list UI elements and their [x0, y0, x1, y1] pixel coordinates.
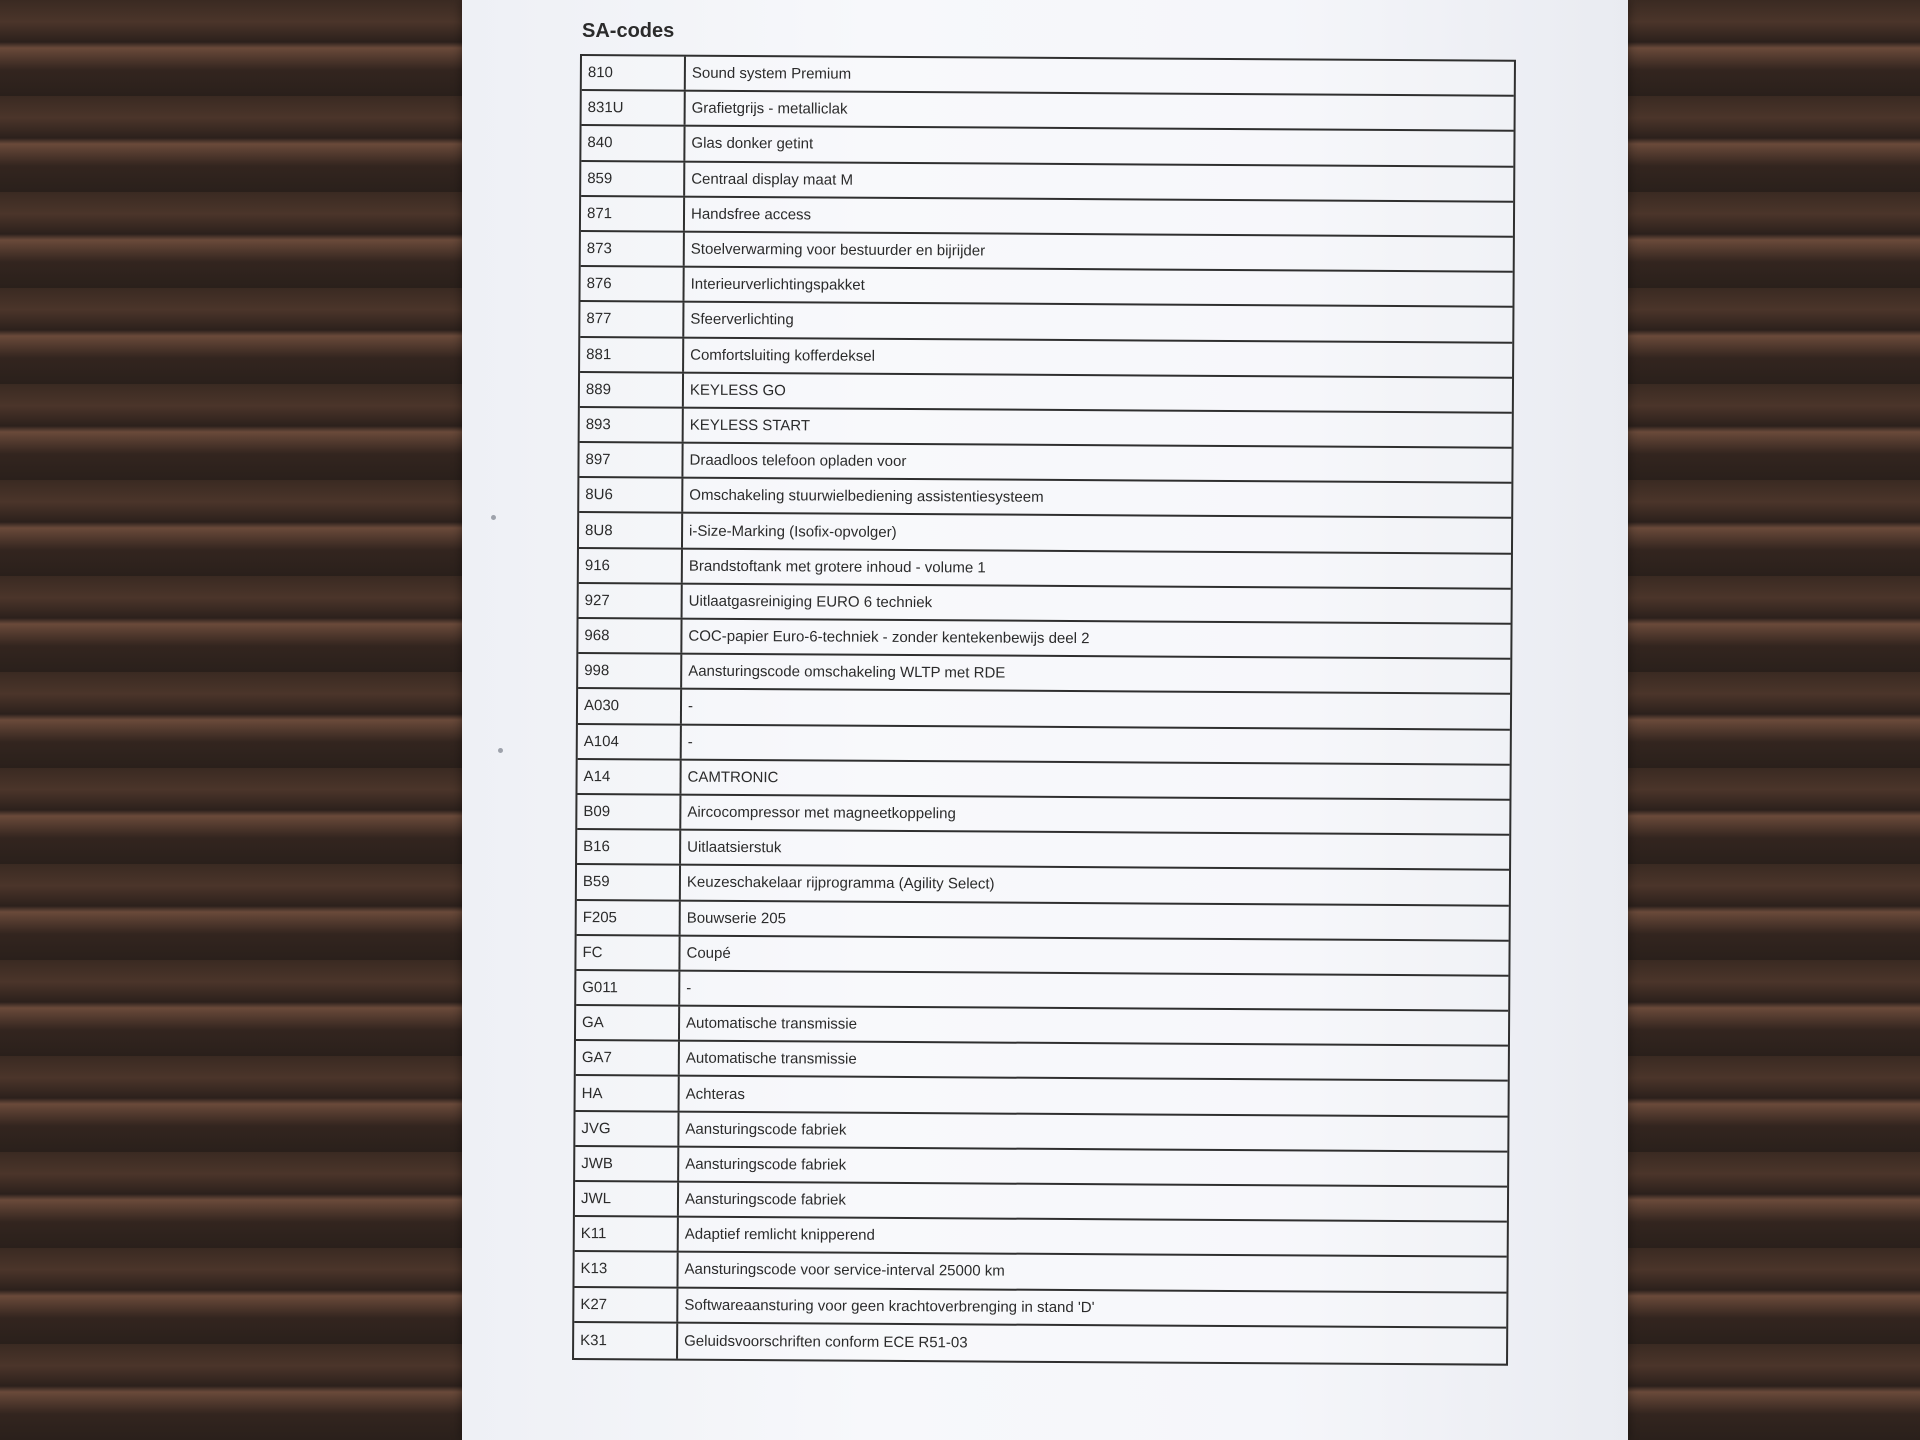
description-cell: Sound system Premium	[691, 64, 852, 83]
table-row	[582, 91, 1514, 132]
table-row	[576, 971, 1508, 1012]
table-row	[575, 1147, 1507, 1188]
code-cell: 810	[582, 56, 686, 90]
description-cell: Bouwserie 205	[686, 909, 787, 927]
code-cell: 840	[581, 126, 685, 160]
code-cell: A104	[578, 725, 682, 759]
code-cell: 877	[580, 302, 684, 336]
table-row	[574, 1252, 1506, 1293]
table-row	[577, 795, 1509, 836]
code-cell: 968	[578, 619, 682, 653]
description-cell: Aansturingscode fabriek	[684, 1190, 846, 1209]
description-cell: Uitlaatsierstuk	[687, 838, 782, 857]
description-cell: Aansturingscode fabriek	[685, 1120, 847, 1139]
description-cell: Omschakeling stuurwielbediening assistentiesysteem	[689, 487, 1044, 507]
description-cell: Aansturingscode voor service-interval 25000 km	[684, 1261, 1005, 1281]
description-cell: Comfortsluiting kofferdeksel	[690, 346, 876, 365]
code-cell: 881	[580, 338, 684, 372]
paper-sheet	[462, 0, 1628, 1440]
table-row	[581, 197, 1513, 238]
code-cell: 897	[579, 443, 683, 477]
code-cell: 876	[580, 267, 684, 301]
description-cell: Stoelverwarming voor bestuurder en bijrijder	[690, 240, 986, 260]
code-cell: F205	[577, 900, 681, 934]
document-title: SA-codes	[582, 20, 675, 42]
code-cell: B59	[577, 865, 681, 899]
table-row	[580, 338, 1512, 379]
code-cell: K13	[574, 1252, 678, 1286]
code-cell: JWB	[575, 1147, 679, 1181]
table-row	[580, 302, 1512, 343]
table-row	[581, 126, 1513, 167]
table-row	[576, 936, 1508, 977]
description-cell: CAMTRONIC	[687, 768, 779, 787]
code-cell: A14	[577, 760, 681, 794]
table-row	[578, 619, 1510, 660]
code-cell: 916	[579, 549, 683, 583]
description-cell: Grafietgrijs - metalliclak	[691, 99, 848, 118]
code-cell: G011	[576, 971, 680, 1005]
table-row	[576, 1076, 1508, 1117]
description-cell: Uitlaatgasreiniging EURO 6 techniek	[688, 592, 933, 612]
code-cell: B16	[577, 830, 681, 864]
table-row	[578, 689, 1510, 730]
description-cell: Adaptief remlicht knipperend	[684, 1225, 875, 1245]
code-cell: FC	[576, 936, 680, 970]
code-cell: 8U8	[579, 513, 683, 547]
description-cell: Sfeerverlichting	[690, 311, 794, 329]
table-row	[576, 1006, 1508, 1047]
description-cell: Keuzeschakelaar rijprogramma (Agility Select)	[686, 874, 995, 893]
code-cell: JWL	[575, 1182, 679, 1216]
code-cell: 831U	[582, 91, 686, 125]
code-cell: 927	[579, 584, 683, 618]
table-row	[578, 654, 1510, 695]
description-cell: Geluidsvoorschriften conform ECE R51-03	[684, 1332, 968, 1352]
table-row	[577, 830, 1509, 871]
description-cell: Glas donker getint	[691, 135, 814, 153]
table-row	[579, 513, 1511, 554]
table-row	[575, 1217, 1507, 1258]
table-row	[581, 162, 1513, 203]
table-row	[577, 865, 1509, 906]
description-cell: -	[687, 733, 693, 751]
paper-speck	[498, 748, 503, 753]
code-cell: JVG	[575, 1112, 679, 1146]
code-cell: 873	[581, 232, 685, 266]
description-cell: Aansturingscode omschakeling WLTP met RDE	[688, 662, 1006, 682]
description-cell: -	[686, 979, 692, 997]
code-cell: B09	[577, 795, 681, 829]
description-cell: Achteras	[685, 1085, 745, 1103]
description-cell: KEYLESS START	[689, 416, 811, 435]
table-row	[580, 408, 1512, 449]
table-row	[578, 725, 1510, 766]
description-cell: Draadloos telefoon opladen voor	[689, 451, 907, 471]
table-row	[577, 900, 1509, 941]
description-cell: Coupé	[686, 944, 731, 962]
sa-codes-table	[572, 54, 1516, 1366]
table-row	[574, 1288, 1506, 1329]
paper-speck	[491, 515, 496, 520]
description-cell: Centraal display maat M	[691, 170, 854, 189]
table-row	[574, 1323, 1506, 1364]
description-cell: Handsfree access	[690, 205, 812, 224]
code-cell: HA	[576, 1076, 680, 1110]
table-row	[579, 584, 1511, 625]
description-cell: COC-papier Euro-6-techniek - zonder kentekenbewijs deel 2	[688, 627, 1090, 648]
description-cell: Aansturingscode fabriek	[685, 1155, 847, 1174]
code-cell: K27	[574, 1288, 678, 1322]
table-row	[579, 443, 1511, 484]
code-cell: K11	[575, 1217, 679, 1251]
table-row	[579, 478, 1511, 519]
description-cell: Automatische transmissie	[685, 1050, 857, 1069]
code-cell: 859	[581, 162, 685, 196]
table-row	[577, 760, 1509, 801]
code-cell: GA7	[576, 1041, 680, 1075]
description-cell: i-Size-Marking (Isofix-opvolger)	[689, 522, 897, 541]
description-cell: Brandstoftank met grotere inhoud - volume 1	[688, 557, 986, 577]
description-cell: Softwareaansturing voor geen krachtoverbrenging in stand 'D'	[684, 1296, 1095, 1316]
code-cell: GA	[576, 1006, 680, 1040]
table-row	[576, 1041, 1508, 1082]
table-row	[580, 373, 1512, 414]
code-cell: A030	[578, 689, 682, 723]
table-row	[580, 267, 1512, 308]
code-cell: 889	[580, 373, 684, 407]
table-row	[579, 549, 1511, 590]
table-row	[575, 1182, 1507, 1223]
code-cell: 871	[581, 197, 685, 231]
table-row	[582, 56, 1514, 97]
description-cell: KEYLESS GO	[689, 381, 786, 400]
description-cell: Aircocompressor met magneetkoppeling	[687, 803, 956, 823]
code-cell: 8U6	[579, 478, 683, 512]
description-cell: Interieurverlichtingspakket	[690, 275, 865, 294]
description-cell: Automatische transmissie	[686, 1014, 858, 1033]
code-cell: 998	[578, 654, 682, 688]
table-row	[581, 232, 1513, 273]
description-cell: -	[687, 698, 694, 716]
table-row	[575, 1112, 1507, 1153]
code-cell: K31	[574, 1323, 678, 1359]
code-cell: 893	[580, 408, 684, 442]
